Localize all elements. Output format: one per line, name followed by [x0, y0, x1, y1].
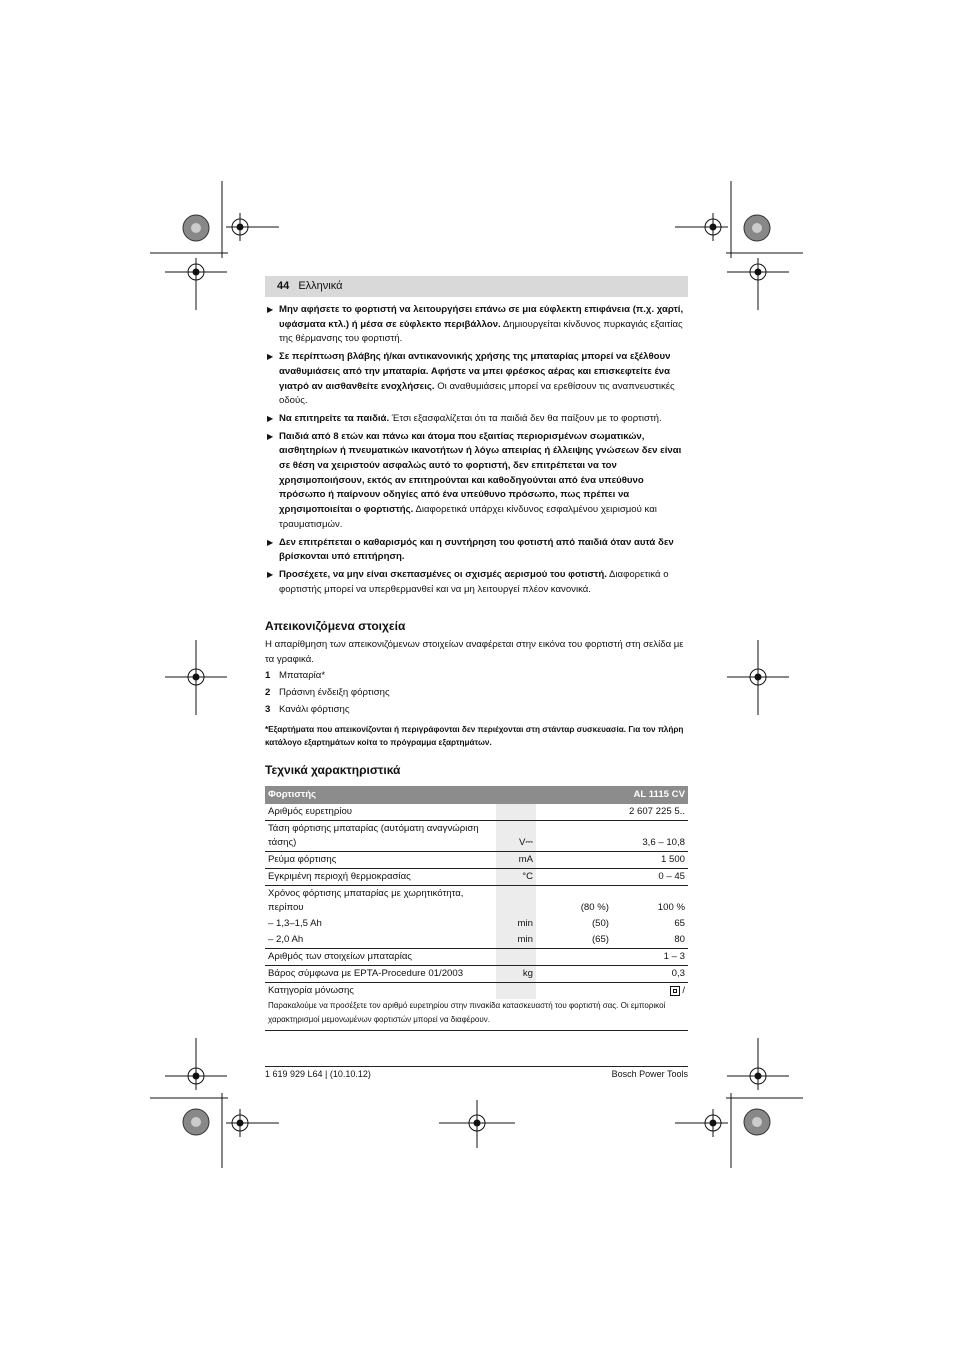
double-insulation-icon [670, 986, 680, 996]
table-row: Εγκριμένη περιοχή θερμοκρασίας °C 0 – 45 [265, 869, 688, 886]
footer-doc-number: 1 619 929 L64 | (10.10.12) [265, 1069, 371, 1079]
table-row: Αριθμός ευρετηρίου 2 607 225 5.. [265, 804, 688, 821]
bullet-item: ▶ Δεν επιτρέπεται ο καθαρισμός και η συντήρηση του φοτιστή από παιδιά όταν αυτά δεν βρίσκονται υπό επιτήρηση. [267, 536, 674, 563]
table-header-model: AL 1115 CV [536, 786, 688, 804]
bullet-item: ▶ Μην αφήσετε το φορτιστή να λειτουργήσει επάνω σε μια εύφλεκτη επιφάνεια (π.χ. χαρτί, υφάσματα κτλ.) ή μέσα σε εύφλεκτο περιβάλλον. Δημιουργείται κίνδυνος πυρκαγιάς εξαιτίας της θέρμανσης του φορτιστή. [267, 304, 684, 345]
table-row: Χρόνος φόρτισης μπαταρίας με χωρητικότητα, περίπου (80 %) 100 % [265, 886, 688, 917]
page-header [265, 276, 688, 297]
language-label: Ελληνικά [298, 280, 343, 292]
table-row: Βάρος σύμφωνα με EPTA-Procedure 01/2003 kg 0,3 [265, 966, 688, 983]
footer-divider [265, 1066, 688, 1067]
list-item: 2 Πράσινη ένδειξη φόρτισης [265, 687, 390, 699]
table-row: Ρεύμα φόρτισης mA 1 500 [265, 852, 688, 869]
bullet-item: ▶ Προσέχετε, να μην είναι σκεπασμένες οι σχισμές αερισμού του φοτιστή. Διαφορετικά ο φορτιστής μπορεί να υπερθερμανθεί και να μη λειτουργεί πλέον κανονικά. [267, 568, 669, 595]
table-row: Αριθμός των στοιχείων μπαταρίας 1 – 3 [265, 949, 688, 966]
page-footer [265, 1069, 688, 1079]
table-row: Τάση φόρτισης μπαταρίας (αυτόματη αναγνώριση τάσης) V⎓ 3,6 – 10,8 [265, 821, 688, 852]
specs-table [265, 786, 688, 999]
list-item: 3 Κανάλι φόρτισης [265, 703, 350, 715]
accessories-note: *Εξαρτήματα που απεικονίζονται ή περιγράφονται δεν περιέχονται στη στάνταρ συσκευασία. Για τον πλήρη κατάλογο εξαρτημάτων κοίτα το πρόγραμμα εξαρτημάτων. [265, 724, 684, 747]
page-number: 44 [277, 280, 290, 292]
footer-brand: Bosch Power Tools [611, 1069, 688, 1079]
safety-bullets [265, 303, 688, 1031]
list-item: 1 Μπαταρία* [265, 670, 326, 682]
table-header-label: Φορτιστής [265, 786, 536, 804]
bullet-item: ▶ Σε περίπτωση βλάβης ή/και αντικανονικής χρήσης της μπαταρίας μπορεί να εξέλθουν αναθυμιάσεις από την μπαταρία. Αφήστε να μπει φρέσκος αέρας και επισκεφτείτε ένα γιατρό αν αισθανθείτε ενοχλήσεις. Οι αναθυμιάσεις μπορεί να ερεθίσουν τις αναπνευστικές οδούς. [267, 351, 675, 407]
bullet-item: ▶ Παιδιά από 8 ετών και πάνω και άτομα που εξαιτίας περιορισμένων σωματικών, αισθητηρίων ή πνευματικών ικανοτήτων ή λόγω απειρίας ή έλλειψης γνώσεων δεν είναι σε θέση να χειριστούν ασφαλώς αυτό το φορτιστή, δεν επιτρέπεται να τον χρησιμοποιήσουν, εκτός αν επιτηρούνται και καθοδηγούνται από ένα υπεύθυνο πρόσωπο ή παίρνουν οδηγίες από ένα υπεύθυνο πρόσωπο, πως πρέπει να χρησιμοποιείται ο φορτιστής. Διαφορετικά υπάρχει κίνδυνος εσφαλμένου χειρισμού και τραυματισμών. [267, 430, 682, 530]
table-row: Κατηγορία μόνωσης / [265, 983, 688, 1000]
table-footnote: Παρακαλούμε να προσέξετε τον αριθμό ευρετηρίου στην πινακίδα κατασκευαστή του φορτιστή σας. Οι εμπορικοί χαρακτηρισμοί μεμονωμένων φορτιστών μπορεί να διαφέρουν. [265, 999, 688, 1031]
table-row: – 1,3–1,5 Ah min (50) 65 [265, 916, 688, 932]
bullet-item: ▶ Να επιτηρείτε τα παιδιά. Έτσι εξασφαλίζεται ότι τα παιδιά δεν θα παίξουν με το φορτιστή. [267, 412, 662, 424]
specs-heading: Τεχνικά χαρακτηριστικά [265, 762, 401, 777]
table-row: – 2,0 Ah min (65) 80 [265, 932, 688, 949]
components-heading: Απεικονιζόμενα στοιχεία [265, 619, 406, 634]
components-intro: Η απαρίθμηση των απεικονιζόμενων στοιχείων αναφέρεται στην εικόνα του φορτιστή στη σελίδα με τα γραφικά. [265, 639, 684, 665]
page-content [265, 276, 688, 1031]
